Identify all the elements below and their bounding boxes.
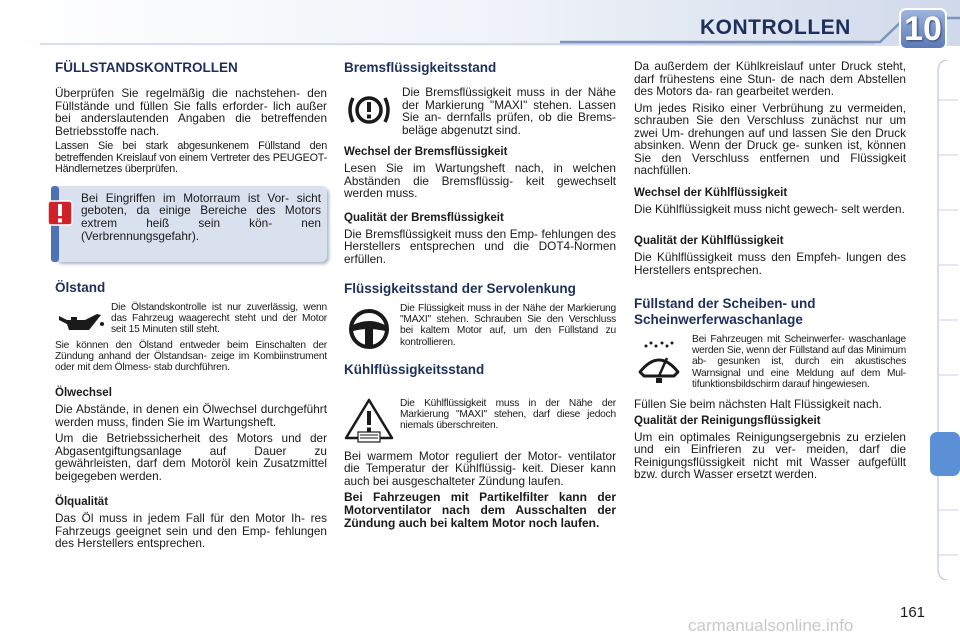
chapter-number: 10 [904,10,942,48]
windscreen-washer-icon [634,338,688,386]
section-heading-waschanlage: Füllstand der Scheiben- und Scheinwerferwaschanlage [634,296,816,327]
section-heading-oelwechsel: Ölwechsel [55,387,112,400]
coolant-quality-text: Die Kühlflüssigkeit muss den Empfeh- lungen des Herstellers entsprechen. [634,250,906,277]
hot-coolant-warning-icon [344,398,398,444]
section-heading-servolenkung: Flüssigkeitsstand der Servolenkung [344,281,576,296]
watermark: carmanualsonline.info [688,616,854,635]
column-2 [344,60,616,530]
steering-text: Die Flüssigkeit muss in der Nähe der Markierung "MAXI" stehen. Schrauben Sie den Verschluss bei kaltem Motor auf, um den Füllstand zu kontrollieren. [400,303,616,348]
section-heading-kuehlfluessigkeitsstand: Kühlflüssigkeitsstand [344,361,485,377]
oil-level-block [55,302,327,340]
coolant-change-text: Die Kühlflüssigkeit muss nicht gewech- selt werden. [634,201,905,216]
chapter-title: KONTROLLEN [700,16,851,39]
warning-text: Bei Eingriffen im Motorraum ist Vor- sicht geboten, da einige Bereiche des Motors extrem heiß sein kön- nen (Verbrennungsgefahr). [81,190,321,243]
section-heading-wechsel-bremsfluessigkeit: Wechsel der Bremsflüssigkeit [344,146,508,158]
steering-wheel-icon [344,303,398,351]
intro-paragraph-2: Lassen Sie bei stark abgesunkenem Füllstand den betreffenden Kreislauf von einem Vertreter des PEUGEOT-Händlernetzes überprüfen. [55,140,327,176]
section-heading-wechsel-kuehlfluessigkeit: Wechsel der Kühlflüssigkeit [634,186,788,199]
section-heading-qualitaet-reinigungsfluessigkeit: Qualität der Reinigungsflüssigkeit [634,414,821,427]
cleaner-quality-text: Um ein optimales Reinigungsergebnis zu erzielen und ein Einfrieren zu ver- meiden, darf die Reinigungsflüssigkeit nicht mit Wasser aufgefüllt bzw. durch Wasser ersetzt werden. [634,429,906,482]
particle-filter-text: Bei Fahrzeugen mit Partikelfilter kann der Motorventilator nach dem Ausschalten der Zündung auch bei kaltem Motor noch laufen. [344,490,616,530]
pressure-text: Da außerdem der Kühlkreislauf unter Druck steht, darf frühestens eine Stun- de nach dem Abstellen des Motors da- ran gearbeitet werden. [634,59,906,98]
section-heading-bremsfluessigkeitsstand: Bremsflüssigkeitsstand [344,60,497,75]
brake-warning-icon [344,88,394,132]
section-heading-qualitaet-bremsfluessigkeit: Qualität der Bremsflüssigkeit [344,211,504,224]
steering-block [344,303,616,352]
coolant-block [344,398,616,444]
column-3 [634,60,906,485]
section-heading-oelqualitaet: Ölqualität [55,496,109,509]
scald-risk-text: Um jedes Risiko einer Verbrühung zu vermeiden, schrauben Sie den Verschluss zunächst nur um zwei Um- drehungen auf und lassen Sie den Druck absinken. Wenn der Druck ge- sunken ist, können Sie den Verschluss entfernen und Flüssigkeit nachfüllen. [634,100,906,177]
warning-box [55,186,327,262]
section-heading-oelstand: Ölstand [55,279,106,295]
page-number: 161 [900,604,926,621]
washer-block [634,334,906,394]
coolant-fan-text: Bei warmem Motor reguliert der Motor- ventilator die Temperatur der Kühlflüssig- keit. Dieser kann auch bei ausgeschalteter Zündung laufen. [344,448,616,488]
column-1 [55,60,327,554]
oil-change-text: Die Abstände, in denen ein Ölwechsel durchgeführt werden muss, finden Sie im Wartungsheft. [55,402,327,429]
oil-change-text-2: Um die Betriebssicherheit des Motors und der Abgasentgiftungsanlage auf Dauer zu gewährleisten, darf dem Motoröl kein Zusatzmittel beigegeben werden. [55,431,327,483]
section-heading-qualitaet-kuehlfluessigkeit: Qualität der Kühlflüssigkeit [634,235,784,247]
oil-can-icon [55,306,107,340]
washer-text: Bei Fahrzeugen mit Scheinwerfer- waschanlage werden Sie, wenn der Füllstand auf das Minimum ab- gesunken ist, durch ein akustisches Warnsignal und eine Meldung auf dem Mul- tifunktionsbildschirm darauf hingewiesen. [692,334,906,390]
coolant-text: Die Kühlflüssigkeit muss in der Nähe der Markierung "MAXI" stehen, darf diese jedoch niemals überschreiten. [400,397,616,432]
brake-quality-text: Die Bremsflüssigkeit muss den Emp- fehlungen des Herstellers entsprechen und die DOT4-Normen erfüllen. [344,226,616,266]
oil-level-text-2: Sie können den Ölstand entweder beim Einschalten der Zündung anhand der Ölstandsan- zeige im Kombiinstrument oder mit dem Ölmess- stab durchführen. [55,339,327,374]
brake-text: Die Bremsflüssigkeit muss in der Nähe der Markierung "MAXI" stehen. Lassen Sie an- dernfalls prüfen, ob die Brems- beläge abgenutzt sind. [402,85,616,137]
side-chapter-tabs [930,60,960,580]
washer-refill-text: Füllen Sie beim nächsten Halt Flüssigkeit nach. [634,397,882,412]
section-heading-fuellstandskontrollen: FÜLLSTANDSKONTROLLEN [55,60,238,75]
brake-block [344,82,616,140]
oil-level-text: Die Ölstandskontrolle ist nur zuverlässig, wenn das Fahrzeug waagerecht steht und der Motor seit 15 Minuten still steht. [111,301,327,336]
oil-quality-text: Das Öl muss in jedem Fall für den Motor Ih- res Fahrzeugs geeignet sein und den Emp- fehlungen des Herstellers entsprechen. [55,511,327,551]
washer-text-part [692,334,906,390]
exclamation-icon [47,200,73,226]
brake-change-text: Lesen Sie im Wartungsheft nach, in welchen Abständen die Bremsflüssig- keit gewechselt werden muss. [344,161,616,200]
intro-paragraph: Überprüfen Sie regelmäßig die nachstehen- den Füllstände und füllen Sie falls erforder- lich außer bei anderslautenden Angaben die betreffenden Betriebsstoffe nach. [55,86,327,138]
